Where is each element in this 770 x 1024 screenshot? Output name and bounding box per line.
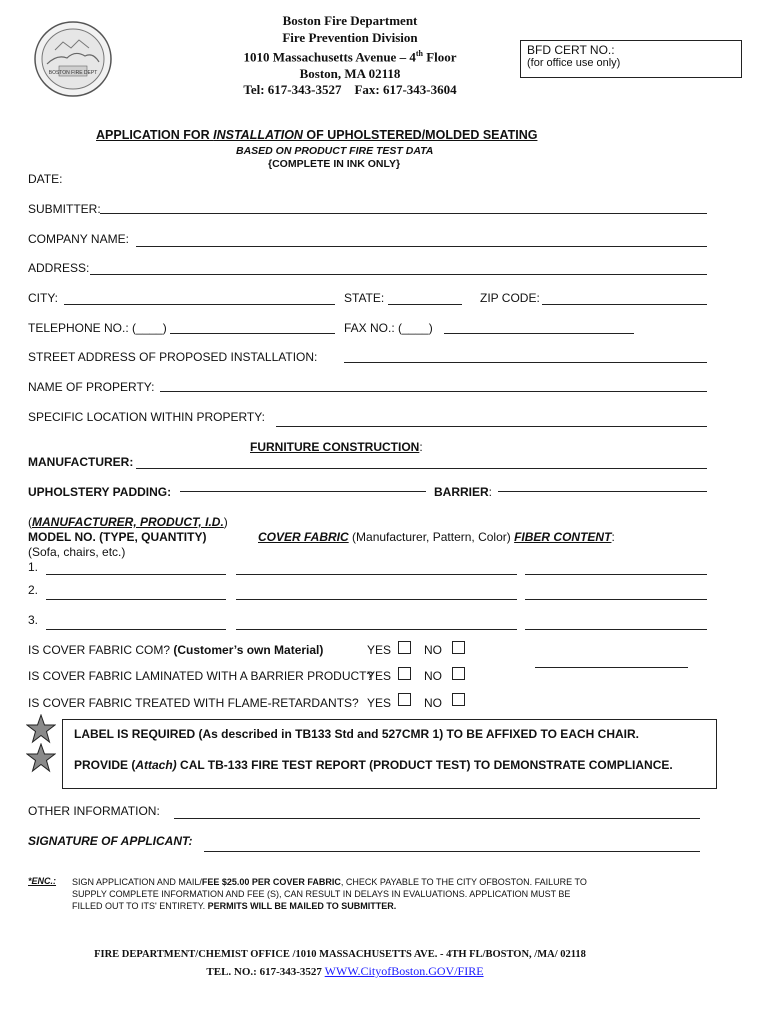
row3-fiber-field[interactable]: [525, 629, 707, 630]
notice-box: [62, 719, 717, 789]
telephone-label: TELEPHONE NO.: (____): [28, 321, 167, 335]
com-no-checkbox[interactable]: [452, 641, 465, 654]
division-name: Fire Prevention Division: [282, 29, 418, 45]
yes-label: YES: [367, 643, 392, 657]
location-field[interactable]: [276, 426, 707, 427]
city-seal: [33, 20, 113, 98]
row2-fabric-field[interactable]: [236, 599, 517, 600]
seal-icon: [33, 20, 113, 98]
city-field[interactable]: [64, 304, 335, 305]
other-info-field[interactable]: [174, 818, 700, 819]
dept-city: Boston, MA 02118: [299, 65, 401, 81]
city-label: CITY:: [28, 291, 59, 305]
com-yes-checkbox[interactable]: [398, 641, 411, 654]
cert-label: BFD CERT NO.:: [527, 43, 615, 57]
signature-field[interactable]: [204, 851, 700, 852]
ink-note: {COMPLETE IN INK ONLY}: [268, 158, 401, 170]
row1-fiber-field[interactable]: [525, 574, 707, 575]
form-title: APPLICATION FOR INSTALLATION OF UPHOLSTERED/MOLDED SEATING: [96, 128, 538, 142]
report-requirement: PROVIDE (Attach) CAL TB-133 FIRE TEST REPORT (PRODUCT TEST) TO DEMONSTRATE COMPLIANCE.: [74, 758, 673, 772]
enc-text: SIGN APPLICATION AND MAIL/FEE $25.00 PER COVER FABRIC, CHECK PAYABLE TO THE CITY OFBOSTON. FAILURE TO SUPPLY COMPLETE INFORMATION AND FEE (S), CAN RESULT IN DELAYS IN EVALUATIONS. APPLICATION MUST BE FILLED OUT TO ITS' ENTIRETY. PERMITS WILL BE MAILED TO SUBMITTER.: [72, 877, 587, 911]
cert-note: (for office use only): [527, 57, 621, 69]
row2-product-field[interactable]: [46, 599, 226, 600]
col1-note: (Sofa, chairs, etc.): [28, 545, 126, 559]
no-label: NO: [424, 669, 442, 683]
yes-label: YES: [367, 669, 392, 683]
row3-fabric-field[interactable]: [236, 629, 517, 630]
padding-field[interactable]: [180, 491, 426, 492]
state-field[interactable]: [388, 304, 462, 305]
location-label: SPECIFIC LOCATION WITHIN PROPERTY:: [28, 410, 265, 424]
no-label: NO: [424, 643, 442, 657]
street-field[interactable]: [344, 362, 707, 363]
question-flame: IS COVER FABRIC TREATED WITH FLAME-RETARDANTS?: [28, 696, 359, 710]
construction-heading: FURNITURE CONSTRUCTION:: [250, 440, 423, 454]
row-number: 2.: [28, 583, 39, 597]
row1-fabric-field[interactable]: [236, 574, 517, 575]
col1-heading: (MANUFACTURER, PRODUCT, I.D.): [28, 515, 228, 529]
seal-text: BOSTON FIRE DEPT: [48, 70, 98, 76]
no-label: NO: [424, 696, 442, 710]
cert-box: [520, 40, 742, 78]
dept-name: Boston Fire Department: [282, 13, 418, 28]
enc-label: *ENC.:: [28, 876, 57, 886]
question-com: IS COVER FABRIC COM? (Customer’s own Material): [28, 643, 324, 657]
extra-field[interactable]: [535, 667, 688, 668]
flame-yes-checkbox[interactable]: [398, 693, 411, 706]
row1-product-field[interactable]: [46, 574, 226, 575]
question-laminated: IS COVER FABRIC LAMINATED WITH A BARRIER PRODUCT?: [28, 669, 374, 683]
footer-address: FIRE DEPARTMENT/CHEMIST OFFICE /1010 MASSACHUSETTS AVE. - 4TH FL/BOSTON, /MA/ 02118: [94, 949, 586, 960]
zip-field[interactable]: [542, 304, 707, 305]
footer-contact: TEL. NO.: 617-343-3527 WWW.CityofBoston.GOV/FIRE: [206, 964, 484, 978]
submitter-label: SUBMITTER:: [28, 202, 101, 216]
laminated-no-checkbox[interactable]: [452, 667, 465, 680]
signature-label: SIGNATURE OF APPLICANT:: [28, 834, 193, 848]
property-field[interactable]: [160, 391, 707, 392]
row-number: 1.: [28, 560, 39, 574]
manufacturer-label: MANUFACTURER:: [28, 455, 134, 469]
property-label: NAME OF PROPERTY:: [28, 380, 155, 394]
address-label: ADDRESS:: [28, 261, 90, 275]
dept-address: 1010 Massachusetts Avenue – 4th Floor: [243, 49, 457, 65]
label-requirement: LABEL IS REQUIRED (As described in TB133 Std and 527CMR 1) TO BE AFFIXED TO EACH CHAIR.: [74, 727, 639, 741]
state-label: STATE:: [344, 291, 385, 305]
submitter-field[interactable]: [100, 213, 707, 214]
fax-field[interactable]: [444, 333, 634, 334]
star-icon: [26, 743, 56, 778]
header-block: [200, 13, 500, 99]
fax-label: FAX NO.: (____): [344, 321, 433, 335]
company-field[interactable]: [136, 246, 707, 247]
padding-label: UPHOLSTERY PADDING:: [28, 485, 172, 499]
other-info-label: OTHER INFORMATION:: [28, 804, 160, 818]
barrier-label: BARRIER:: [434, 485, 493, 499]
barrier-field[interactable]: [498, 491, 707, 492]
col2-heading: COVER FABRIC (Manufacturer, Pattern, Color) FIBER CONTENT:: [258, 530, 615, 544]
street-label: STREET ADDRESS OF PROPOSED INSTALLATION:: [28, 350, 318, 364]
col1-subheading: MODEL NO. (TYPE, QUANTITY): [28, 530, 207, 544]
row3-product-field[interactable]: [46, 629, 226, 630]
telephone-field[interactable]: [170, 333, 335, 334]
laminated-yes-checkbox[interactable]: [398, 667, 411, 680]
form-subtitle: BASED ON PRODUCT FIRE TEST DATA: [236, 145, 434, 157]
flame-no-checkbox[interactable]: [452, 693, 465, 706]
row-number: 3.: [28, 613, 39, 627]
zip-label: ZIP CODE:: [480, 291, 540, 305]
dept-phone: Tel: 617-343-3527 Fax: 617-343-3604: [243, 82, 457, 98]
row2-fiber-field[interactable]: [525, 599, 707, 600]
yes-label: YES: [367, 696, 392, 710]
date-label: DATE:: [28, 172, 63, 186]
company-label: COMPANY NAME:: [28, 232, 129, 246]
address-field[interactable]: [90, 274, 707, 275]
manufacturer-field[interactable]: [136, 468, 707, 469]
website-link[interactable]: WWW.CityofBoston.GOV/FIRE: [324, 964, 484, 978]
